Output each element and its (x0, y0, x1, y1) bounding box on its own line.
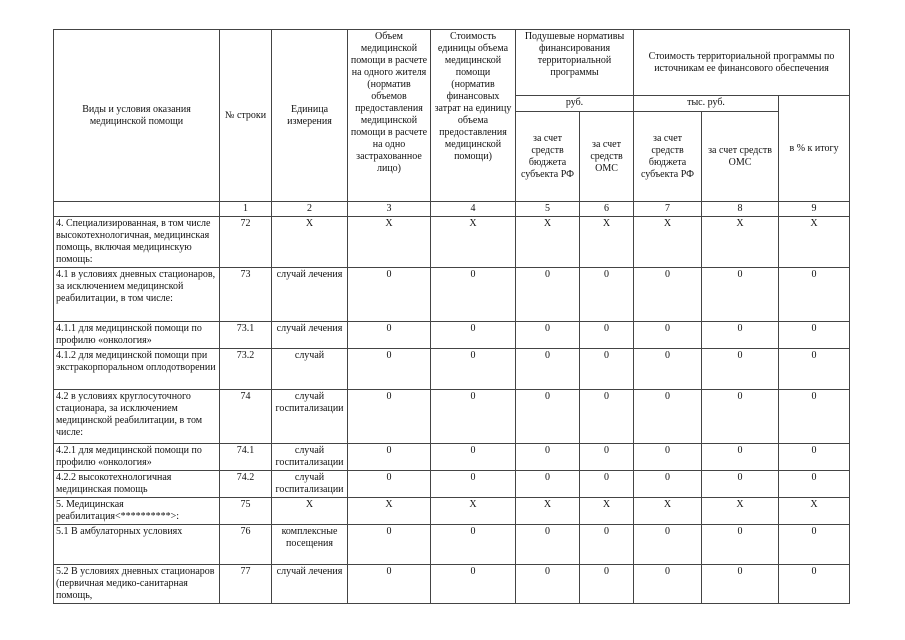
row-volume: X (348, 217, 431, 268)
row-program-budget: 0 (634, 268, 702, 322)
row-percent: X (779, 498, 850, 525)
header-volume: Объем медицинской помощи в расчете на одного жителя (норматив объемов предоставления медицинской помощи в расчете на одно застрахованное лицо) (348, 30, 431, 202)
row-name: 4.2.1 для медицинской помощи по профилю «онкология» (54, 444, 220, 471)
row-unit: случай лечения (272, 565, 348, 604)
col-number: 5 (516, 202, 580, 217)
col-number: 9 (779, 202, 850, 217)
row-program-budget: 0 (634, 444, 702, 471)
row-name: 4.1 в условиях дневных стационаров, за исключением медицинской реабилитации, в том числе: (54, 268, 220, 322)
row-program-oms: X (702, 498, 779, 525)
row-unit: комплексные посещения (272, 525, 348, 565)
col-number: 7 (634, 202, 702, 217)
row-percent: 0 (779, 471, 850, 498)
row-number: 74.1 (220, 444, 272, 471)
row-cost: 0 (431, 390, 516, 444)
row-unit: случай госпитализации (272, 444, 348, 471)
row-per-capita-oms: 0 (580, 322, 634, 349)
table-row (54, 471, 850, 498)
table-row (54, 390, 850, 444)
column-number-row (54, 202, 850, 217)
row-number: 72 (220, 217, 272, 268)
table-row (54, 268, 850, 322)
row-per-capita-oms: 0 (580, 565, 634, 604)
row-per-capita-oms: 0 (580, 525, 634, 565)
header-row-no: № строки (220, 30, 272, 202)
row-percent: 0 (779, 565, 850, 604)
table-row (54, 217, 850, 268)
row-program-budget: 0 (634, 390, 702, 444)
row-program-budget: 0 (634, 322, 702, 349)
row-program-oms: 0 (702, 268, 779, 322)
row-percent: 0 (779, 444, 850, 471)
row-program-oms: 0 (702, 322, 779, 349)
row-per-capita-oms: 0 (580, 268, 634, 322)
row-per-capita-budget: 0 (516, 390, 580, 444)
col-number-blank (54, 202, 220, 217)
row-unit: случай госпитализации (272, 390, 348, 444)
row-per-capita-budget: 0 (516, 525, 580, 565)
row-volume: 0 (348, 525, 431, 565)
row-number: 74.2 (220, 471, 272, 498)
row-volume: X (348, 498, 431, 525)
row-per-capita-budget: X (516, 498, 580, 525)
table-row (54, 525, 850, 565)
row-cost: X (431, 498, 516, 525)
header-thousand-rub: тыс. руб. (634, 96, 779, 112)
row-number: 74 (220, 390, 272, 444)
row-unit: случай госпитализации (272, 471, 348, 498)
row-unit: случай лечения (272, 322, 348, 349)
row-per-capita-budget: 0 (516, 322, 580, 349)
row-program-oms: 0 (702, 390, 779, 444)
row-percent: 0 (779, 322, 850, 349)
row-percent: 0 (779, 349, 850, 390)
col-number: 4 (431, 202, 516, 217)
row-volume: 0 (348, 322, 431, 349)
row-per-capita-oms: 0 (580, 349, 634, 390)
row-program-budget: 0 (634, 349, 702, 390)
row-program-budget: X (634, 217, 702, 268)
header-per-capita: Подушевые нормативы финансирования территориальной программы (516, 30, 634, 96)
header-percent: в % к итогу (779, 96, 850, 202)
header-oms-rub: за счет средств ОМС (580, 112, 634, 202)
row-program-oms: 0 (702, 565, 779, 604)
row-program-oms: 0 (702, 444, 779, 471)
row-cost: 0 (431, 349, 516, 390)
header-program-cost: Стоимость территориальной программы по источникам ее финансового обеспечения (634, 30, 850, 96)
row-program-oms: 0 (702, 349, 779, 390)
row-number: 75 (220, 498, 272, 525)
row-name: 5.2 В условиях дневных стационаров (первичная медико-санитарная помощь, (54, 565, 220, 604)
row-name: 5. Медицинская реабилитация<**********>: (54, 498, 220, 525)
row-cost: 0 (431, 565, 516, 604)
row-cost: 0 (431, 268, 516, 322)
col-number: 1 (220, 202, 272, 217)
header-unit: Единица измерения (272, 30, 348, 202)
row-unit: случай (272, 349, 348, 390)
row-name: 4.1.1 для медицинской помощи по профилю «онкология» (54, 322, 220, 349)
row-percent: X (779, 217, 850, 268)
row-name: 5.1 В амбулаторных условиях (54, 525, 220, 565)
header-oms-thousand: за счет средств ОМС (702, 112, 779, 202)
row-cost: 0 (431, 322, 516, 349)
row-unit: X (272, 498, 348, 525)
row-program-oms: X (702, 217, 779, 268)
row-percent: 0 (779, 525, 850, 565)
row-per-capita-budget: 0 (516, 268, 580, 322)
header-row-1 (54, 30, 850, 96)
header-rub: руб. (516, 96, 634, 112)
row-number: 73 (220, 268, 272, 322)
col-number: 8 (702, 202, 779, 217)
row-per-capita-budget: 0 (516, 349, 580, 390)
row-program-budget: 0 (634, 471, 702, 498)
row-unit: случай лечения (272, 268, 348, 322)
row-volume: 0 (348, 268, 431, 322)
row-percent: 0 (779, 268, 850, 322)
row-volume: 0 (348, 349, 431, 390)
row-per-capita-oms: 0 (580, 471, 634, 498)
table-row (54, 498, 850, 525)
row-number: 76 (220, 525, 272, 565)
table-row (54, 565, 850, 604)
table-row (54, 322, 850, 349)
row-per-capita-budget: 0 (516, 565, 580, 604)
row-cost: 0 (431, 444, 516, 471)
row-per-capita-budget: X (516, 217, 580, 268)
col-number: 2 (272, 202, 348, 217)
row-program-oms: 0 (702, 525, 779, 565)
row-program-budget: 0 (634, 525, 702, 565)
row-name: 4.2 в условиях круглосуточного стационара, за исключением медицинской реабилитации, в том числе: (54, 390, 220, 444)
row-per-capita-oms: X (580, 217, 634, 268)
row-per-capita-oms: 0 (580, 444, 634, 471)
table-row (54, 349, 850, 390)
row-number: 73.1 (220, 322, 272, 349)
table-row (54, 444, 850, 471)
col-number: 6 (580, 202, 634, 217)
row-program-oms: 0 (702, 471, 779, 498)
row-per-capita-oms: 0 (580, 390, 634, 444)
row-volume: 0 (348, 565, 431, 604)
table-body (54, 217, 850, 604)
row-volume: 0 (348, 444, 431, 471)
row-per-capita-budget: 0 (516, 471, 580, 498)
medical-care-table (53, 29, 850, 604)
row-number: 73.2 (220, 349, 272, 390)
header-budget-thousand: за счет средств бюджета субъекта РФ (634, 112, 702, 202)
row-name: 4. Специализированная, в том числе высокотехнологичная, медицинская помощь, включая медицинскую помощь: (54, 217, 220, 268)
col-number: 3 (348, 202, 431, 217)
header-cost: Стоимость единицы объема медицинской помощи (норматив финансовых затрат на единицу объема предоставления медицинской помощи) (431, 30, 516, 202)
row-per-capita-budget: 0 (516, 444, 580, 471)
row-name: 4.2.2 высокотехнологичная медицинская помощь (54, 471, 220, 498)
header-kind: Виды и условия оказания медицинской помощи (54, 30, 220, 202)
row-volume: 0 (348, 471, 431, 498)
row-cost: 0 (431, 471, 516, 498)
row-name: 4.1.2 для медицинской помощи при экстракорпоральном оплодотворении (54, 349, 220, 390)
row-cost: X (431, 217, 516, 268)
row-unit: X (272, 217, 348, 268)
row-percent: 0 (779, 390, 850, 444)
row-program-budget: 0 (634, 565, 702, 604)
header-budget-rub: за счет средств бюджета субъекта РФ (516, 112, 580, 202)
row-cost: 0 (431, 525, 516, 565)
row-volume: 0 (348, 390, 431, 444)
row-number: 77 (220, 565, 272, 604)
row-per-capita-oms: X (580, 498, 634, 525)
row-program-budget: X (634, 498, 702, 525)
